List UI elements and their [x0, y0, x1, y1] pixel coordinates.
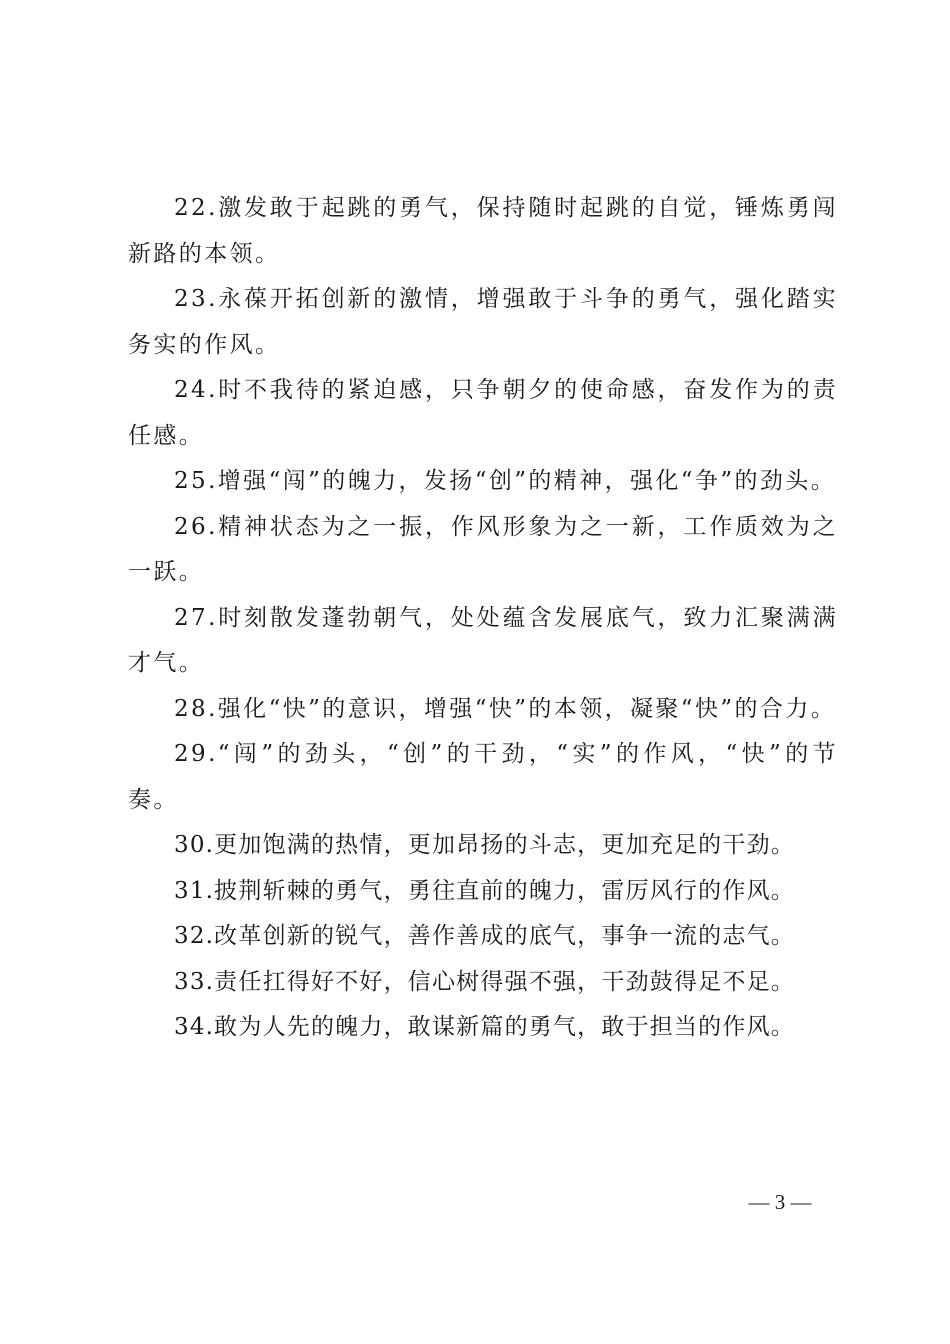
paragraph-22: 22.激发敢于起跳的勇气，保持随时起跳的自觉，锤炼勇闯新路的本领。 [128, 195, 838, 267]
paragraph-25: 25.增强“闯”的魄力，发扬“创”的精神，强化“争”的劲头。 [174, 468, 837, 494]
document-body [128, 186, 838, 1051]
paragraph-34: 34.敢为人先的魄力，敢谋新篇的勇气，敢于担当的作风。 [174, 1014, 795, 1040]
paragraph-33: 33.责任扛得好不好，信心树得强不强，干劲鼓得足不足。 [174, 968, 795, 995]
paragraph-27: 27.时刻散发蓬勃朝气，处处蕴含发展底气，致力汇聚满满才气。 [128, 604, 838, 676]
paragraph-32: 32.改革创新的锐气，善作善成的底气，事争一流的志气。 [174, 923, 795, 949]
paragraph-28: 28.强化“快”的意识，增强“快”的本领，凝聚“快”的合力。 [174, 695, 837, 722]
paragraph-30: 30.更加饱满的热情，更加昂扬的斗志，更加充足的干劲。 [174, 832, 795, 858]
paragraph-29: 29.“闯”的劲头，“创”的干劲，“实”的作风，“快”的节奏。 [128, 741, 838, 813]
paragraph-24: 24.时不我待的紧迫感，只争朝夕的使命感，奋发作为的责任感。 [128, 377, 838, 449]
paragraph-23: 23.永葆开拓创新的激情，增强敢于斗争的勇气，强化踏实务实的作风。 [128, 286, 838, 358]
paragraph-26: 26.精神状态为之一振，作风形象为之一新，工作质效为之一跃。 [128, 513, 838, 585]
paragraph-31: 31.披荆斩棘的勇气，勇往直前的魄力，雷厉风行的作风。 [174, 877, 795, 904]
page-number: — 3 — [748, 1190, 812, 1214]
